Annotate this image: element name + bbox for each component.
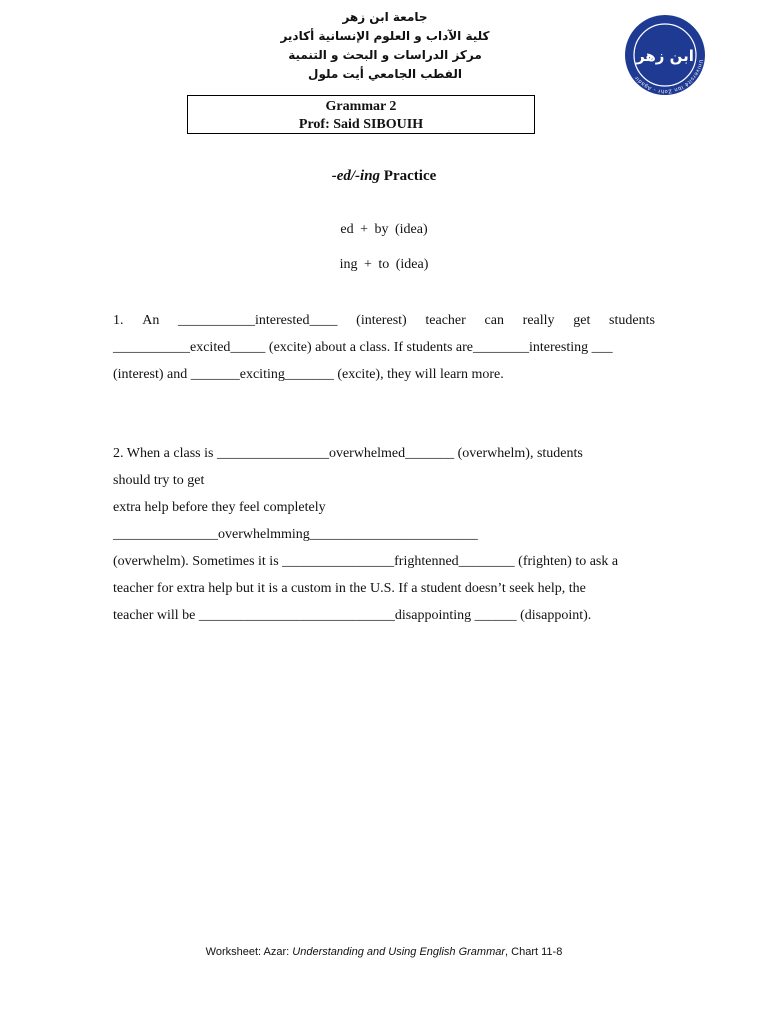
exercise-1-line-3: (interest) and _______exciting_______ (excite), they will learn more. [113, 367, 504, 382]
page-title [0, 168, 768, 185]
university-logo [624, 14, 706, 96]
exercise-1-line-1 [113, 307, 655, 334]
professor-name: Prof: Said SIBOUIH [298, 117, 424, 132]
exercise-2-line: (overwhelm). Sometimes it is ________________frightenned________ (frighten) to ask a [113, 554, 619, 569]
exercise-2-line: teacher will be ____________________________disappointing ______ (disappoint). [113, 608, 592, 623]
exercise-2 [113, 440, 655, 629]
exercise-2-line: should try to get [113, 473, 205, 488]
title-suffixes: -ed/-ing [331, 168, 381, 184]
exercise-2-line: _______________overwhelmming________________________ [113, 527, 478, 542]
course-title-box [187, 95, 535, 134]
logo-ring-text: Université Ibn Zohr - Agadir [633, 59, 704, 95]
word: An [142, 313, 160, 328]
exercise-2-line: extra help before they feel completely [113, 500, 326, 515]
rule-ed: ed + by (idea) [340, 222, 428, 237]
word: really [522, 313, 555, 328]
word: (interest) [356, 313, 407, 328]
footer-prefix: Worksheet: Azar: [205, 946, 293, 958]
course-title: Grammar 2 [325, 99, 397, 114]
word: can [484, 313, 504, 328]
word: get [573, 313, 591, 328]
header-line: جامعة ابن زهر [342, 10, 428, 24]
header-line: مركز الدراسات و البحث و التنمية [288, 48, 482, 62]
exercise-1-line-2: ___________excited_____ (excite) about a class. If students are________interesting ___ [113, 340, 613, 355]
header-line: كلية الآداب و العلوم الإنسانية أكادير [280, 29, 490, 43]
answer-blank: ___________interested____ [178, 313, 338, 328]
footer-book-title: Understanding and Using English Grammar [292, 946, 506, 958]
word: teacher [425, 313, 466, 328]
exercise-2-line: teacher for extra help but it is a custom in the U.S. If a student doesn’t seek help, the [113, 581, 586, 596]
institution-header [250, 8, 520, 84]
exercise-1 [113, 307, 655, 388]
rule-ing: ing + to (idea) [339, 257, 429, 272]
worksheet-footer [0, 946, 768, 958]
header-line: الفطب الجامعي أيت ملول [308, 67, 462, 81]
logo-mark: ابن زهر [636, 47, 694, 65]
word: students [609, 313, 655, 328]
footer-suffix: , Chart 11-8 [505, 946, 563, 958]
exercise-2-line: 2. When a class is ________________overwhelmed_______ (overwhelm), students [113, 446, 583, 461]
item-number: 1. [113, 313, 124, 328]
title-text: Practice [380, 168, 437, 184]
